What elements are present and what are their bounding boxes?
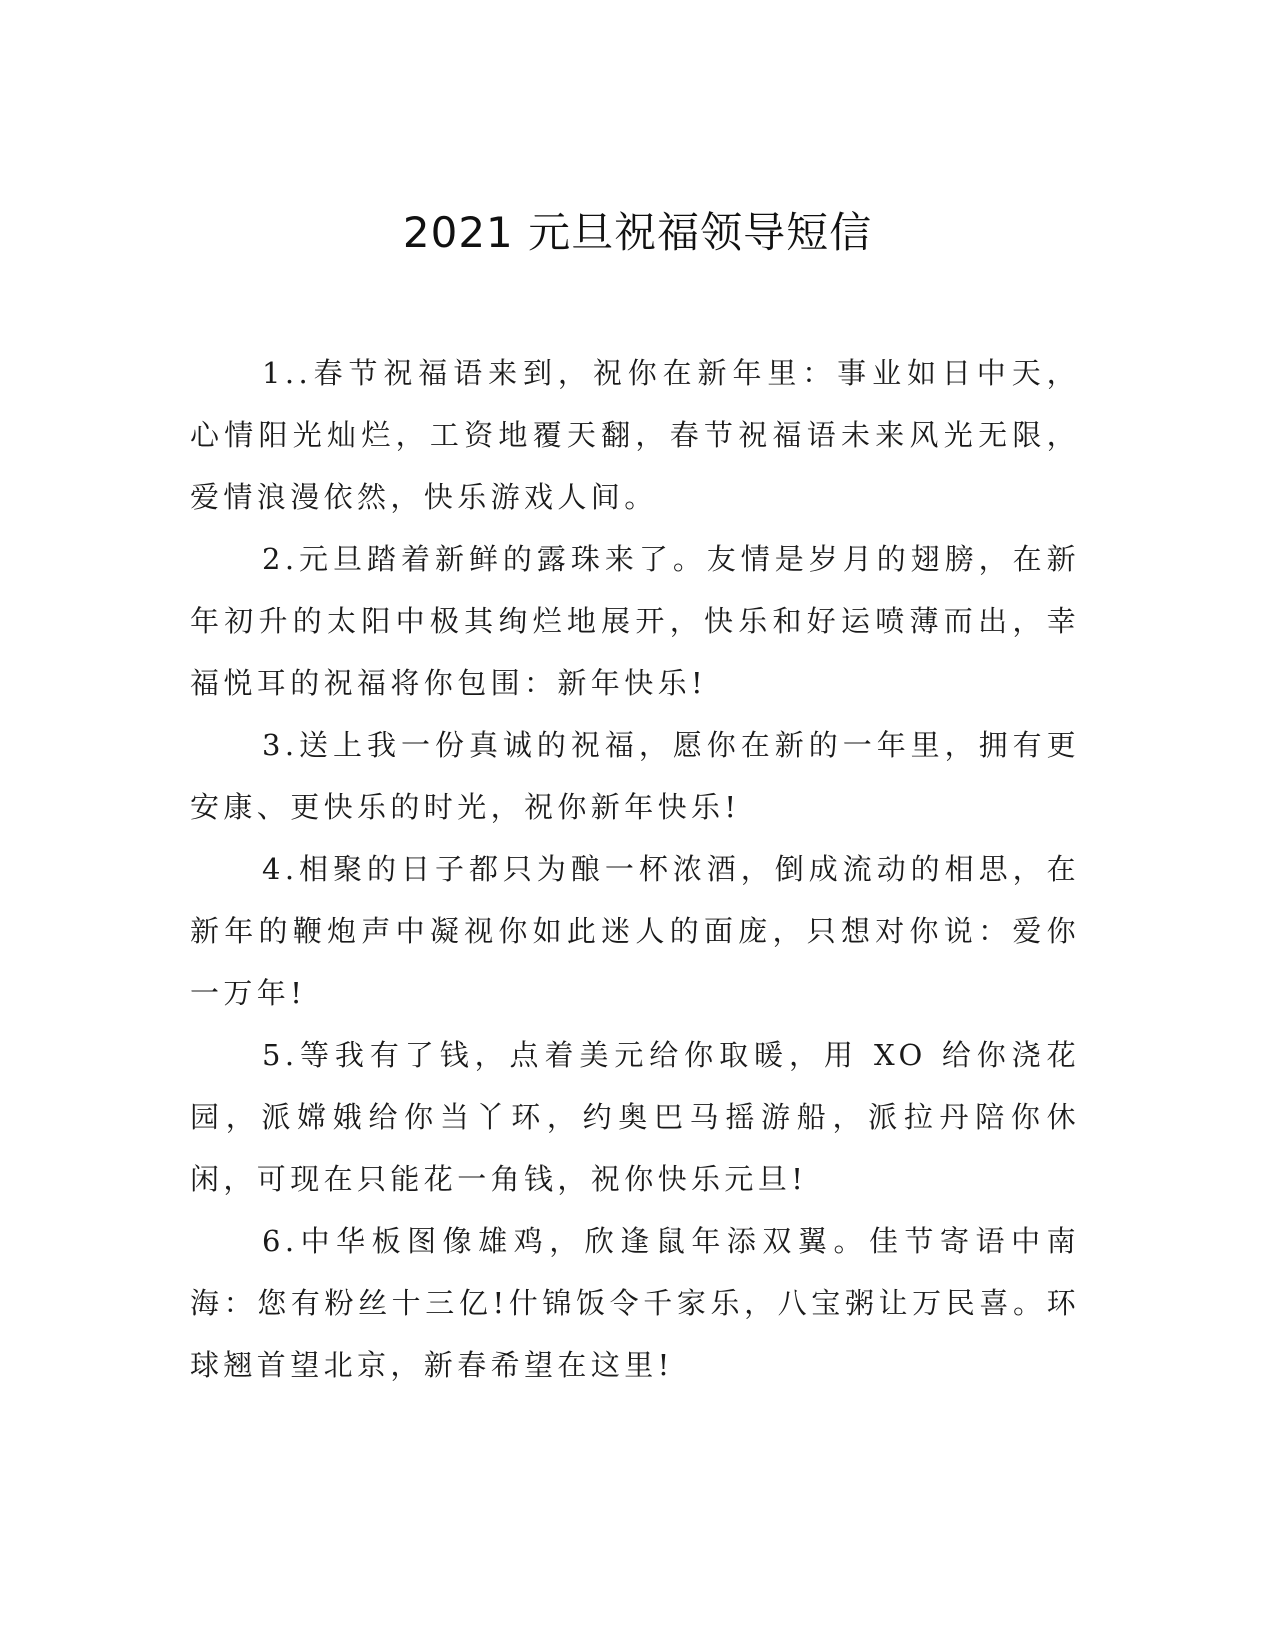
paragraph-5: 5.等我有了钱，点着美元给你取暖，用 XO 给你浇花园，派嫦娥给你当丫环，约奥巴马摇游船，派拉丹陪你休闲，可现在只能花一角钱，祝你快乐元旦! xyxy=(190,1038,1080,1196)
document-body xyxy=(190,342,1080,1396)
paragraph-1: 1..春节祝福语来到，祝你在新年里：事业如日中天，心情阳光灿烂，工资地覆天翻，春节祝福语未来风光无限，爱情浪漫依然，快乐游戏人间。 xyxy=(190,356,1080,514)
paragraph-2: 2.元旦踏着新鲜的露珠来了。友情是岁月的翅膀，在新年初升的太阳中极其绚烂地展开，快乐和好运喷薄而出，幸福悦耳的祝福将你包围：新年快乐! xyxy=(190,542,1080,700)
paragraph-6: 6.中华板图像雄鸡，欣逢鼠年添双翼。佳节寄语中南海：您有粉丝十三亿!什锦饭令千家乐，八宝粥让万民喜。环球翘首望北京，新春希望在这里! xyxy=(190,1224,1080,1382)
paragraph-3: 3.送上我一份真诚的祝福，愿你在新的一年里，拥有更安康、更快乐的时光，祝你新年快乐! xyxy=(190,728,1080,824)
document-title: 2021 元旦祝福领导短信 xyxy=(402,208,873,257)
paragraph-4: 4.相聚的日子都只为酿一杯浓酒，倒成流动的相思，在新年的鞭炮声中凝视你如此迷人的面庞，只想对你说：爱你一万年! xyxy=(190,852,1080,1010)
